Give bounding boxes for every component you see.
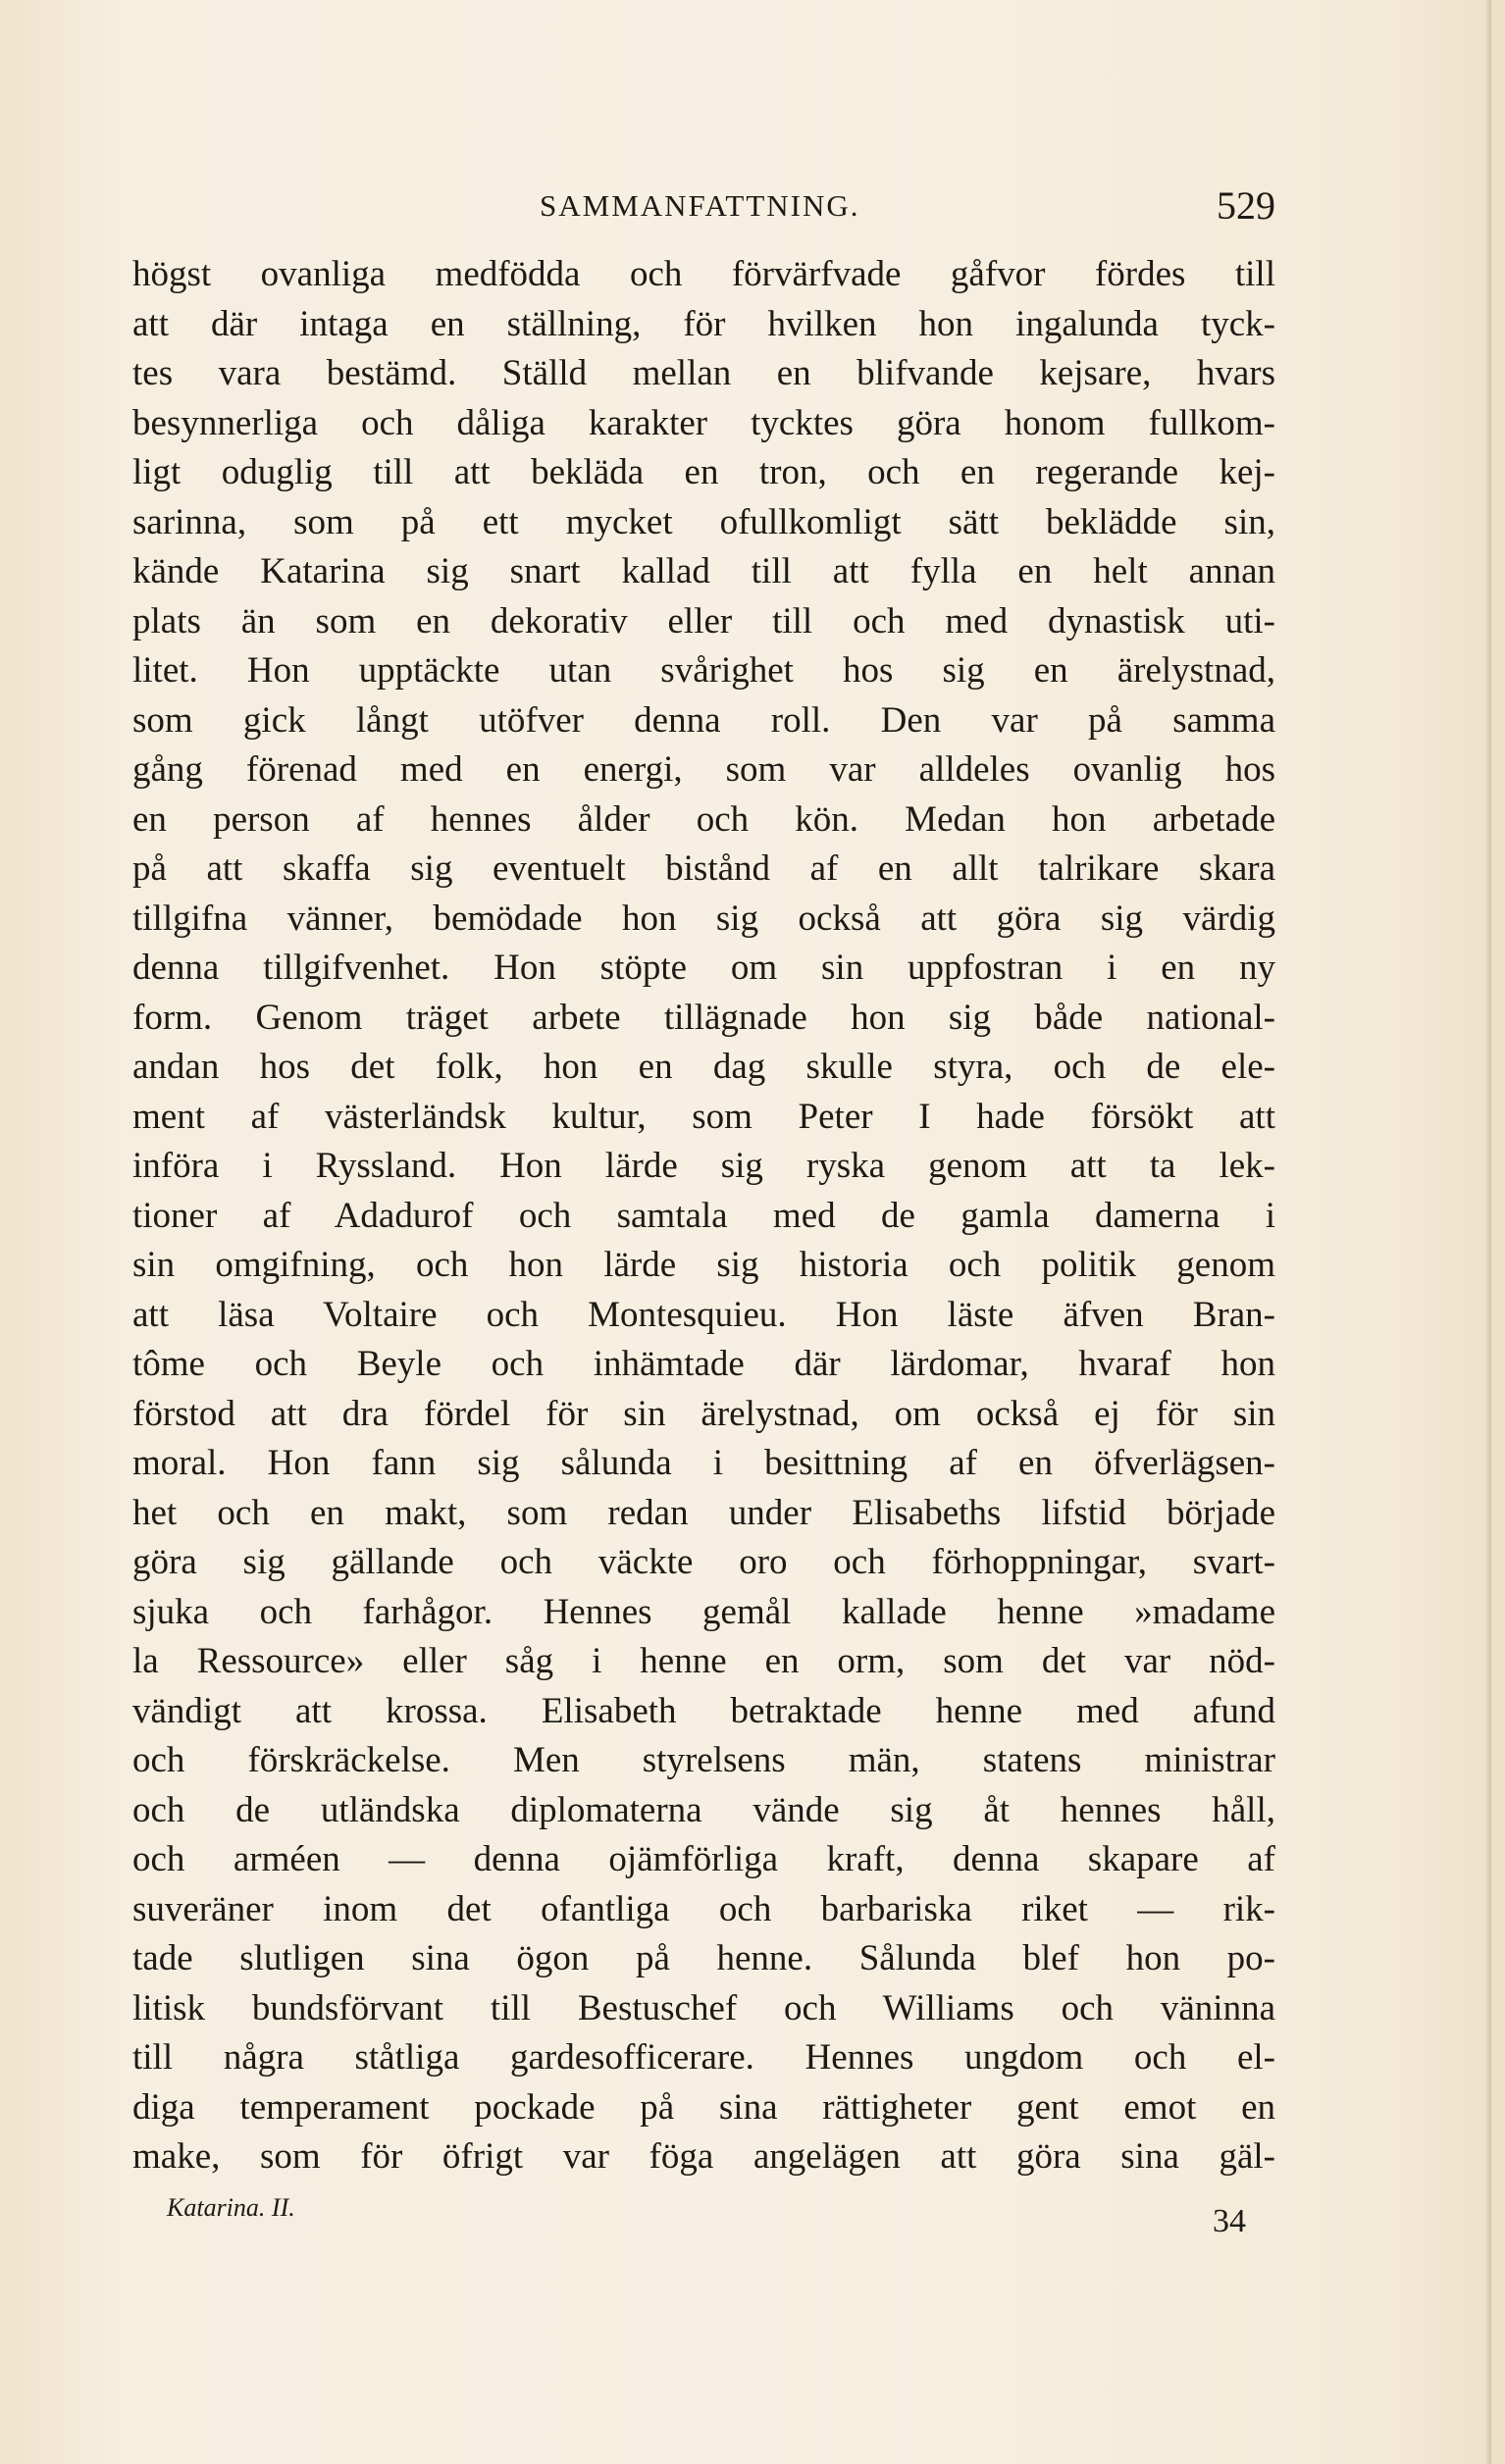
text-line: tillgifna vänner, bemödade hon sig också att göra sig värdig [132, 898, 1275, 939]
text-line: suveräner inom det ofantliga och barbariska riket — rik- [132, 1888, 1275, 1929]
text-line: tade slutligen sina ögon på henne. Sålunda blef hon po- [132, 1938, 1275, 1978]
text-line: tes vara bestämd. Ställd mellan en blifvande kejsare, hvars [132, 353, 1275, 393]
text-line: till några ståtliga gardesofficerare. Hennes ungdom och el- [132, 2037, 1275, 2078]
text-line: göra sig gällande och väckte oro och förhoppningar, svart- [132, 1542, 1275, 1582]
page-edge [1485, 0, 1491, 2464]
text-line: litet. Hon upptäckte utan svårighet hos sig en ärelystnad, [132, 650, 1275, 691]
text-line: la Ressource» eller såg i henne en orm, som det var nöd- [132, 1641, 1275, 1681]
running-head: SAMMANFATTNING. [540, 188, 860, 223]
text-line: att läsa Voltaire och Montesquieu. Hon läste äfven Bran- [132, 1294, 1275, 1335]
text-line: tioner af Adadurof och samtala med de gamla damerna i [132, 1195, 1275, 1236]
text-line: införa i Ryssland. Hon lärde sig ryska genom att ta lek- [132, 1146, 1275, 1186]
text-line: att där intaga en ställning, för hvilken hon ingalunda tyck- [132, 303, 1275, 344]
text-line: och arméen — denna ojämförliga kraft, denna skapare af [132, 1839, 1275, 1879]
text-line: moral. Hon fann sig sålunda i besittning af en öfverlägsen- [132, 1443, 1275, 1483]
text-line: förstod att dra fördel för sin ärelystnad, om också ej för sin [132, 1393, 1275, 1434]
text-line: sarinna, som på ett mycket ofullkomligt sätt beklädde sin, [132, 501, 1275, 542]
page-footer [132, 2183, 1275, 2239]
text-line: andan hos det folk, hon en dag skulle styra, och de ele- [132, 1047, 1275, 1087]
text-line: som gick långt utöfver denna roll. Den var på samma [132, 699, 1275, 741]
text-line: vändigt att krossa. Elisabeth betraktade henne med afund [132, 1690, 1275, 1731]
text-line: het och en makt, som redan under Elisabeths lifstid började [132, 1492, 1275, 1533]
text-line: på att skaffa sig eventuelt bistånd af en allt talrikare skara [132, 848, 1275, 889]
text-line: diga temperament pockade på sina rättigheter gent emot en [132, 2086, 1275, 2128]
text-line: besynnerliga och dåliga karakter tycktes göra honom fullkom- [132, 402, 1275, 443]
text-line: sin omgifning, och hon lärde sig historia och politik genom [132, 1245, 1275, 1285]
page-number: 529 [1217, 183, 1275, 228]
signature-mark: Katarina. II. [167, 2193, 295, 2222]
text-line: litisk bundsförvant till Bestuschef och Williams och väninna [132, 1987, 1275, 2028]
text-line: en person af hennes ålder och kön. Medan hon arbetade [132, 798, 1275, 840]
text-line: kände Katarina sig snart kallad till att fylla en helt annan [132, 551, 1275, 591]
body-text [132, 250, 1275, 2182]
text-line: och de utländska diplomaterna vände sig åt hennes håll, [132, 1789, 1275, 1830]
text-line: denna tillgifvenhet. Hon stöpte om sin uppfostran i en ny [132, 948, 1275, 988]
text-line: plats än som en dekorativ eller till och med dynastisk uti- [132, 600, 1275, 642]
text-line: gång förenad med en energi, som var alldeles ovanlig hos [132, 749, 1275, 790]
text-line: högst ovanliga medfödda och förvärfvade gåfvor fördes till [132, 254, 1275, 294]
text-line: form. Genom träget arbete tillägnade hon sig både national- [132, 997, 1275, 1038]
text-line: sjuka och farhågor. Hennes gemål kallade henne »madame [132, 1591, 1275, 1632]
sheet-number: 34 [1213, 2203, 1246, 2239]
page-header [132, 182, 1275, 231]
text-line: tôme och Beyle och inhämtade där lärdomar, hvaraf hon [132, 1344, 1275, 1384]
text-line: och förskräckelse. Men styrelsens män, statens ministrar [132, 1740, 1275, 1780]
text-line: make, som för öfrigt var föga angelägen att göra sina gäl- [132, 2136, 1275, 2177]
text-line: ment af västerländsk kultur, som Peter I hade försökt att [132, 1096, 1275, 1137]
text-line: ligt oduglig till att bekläda en tron, och en regerande kej- [132, 452, 1275, 492]
